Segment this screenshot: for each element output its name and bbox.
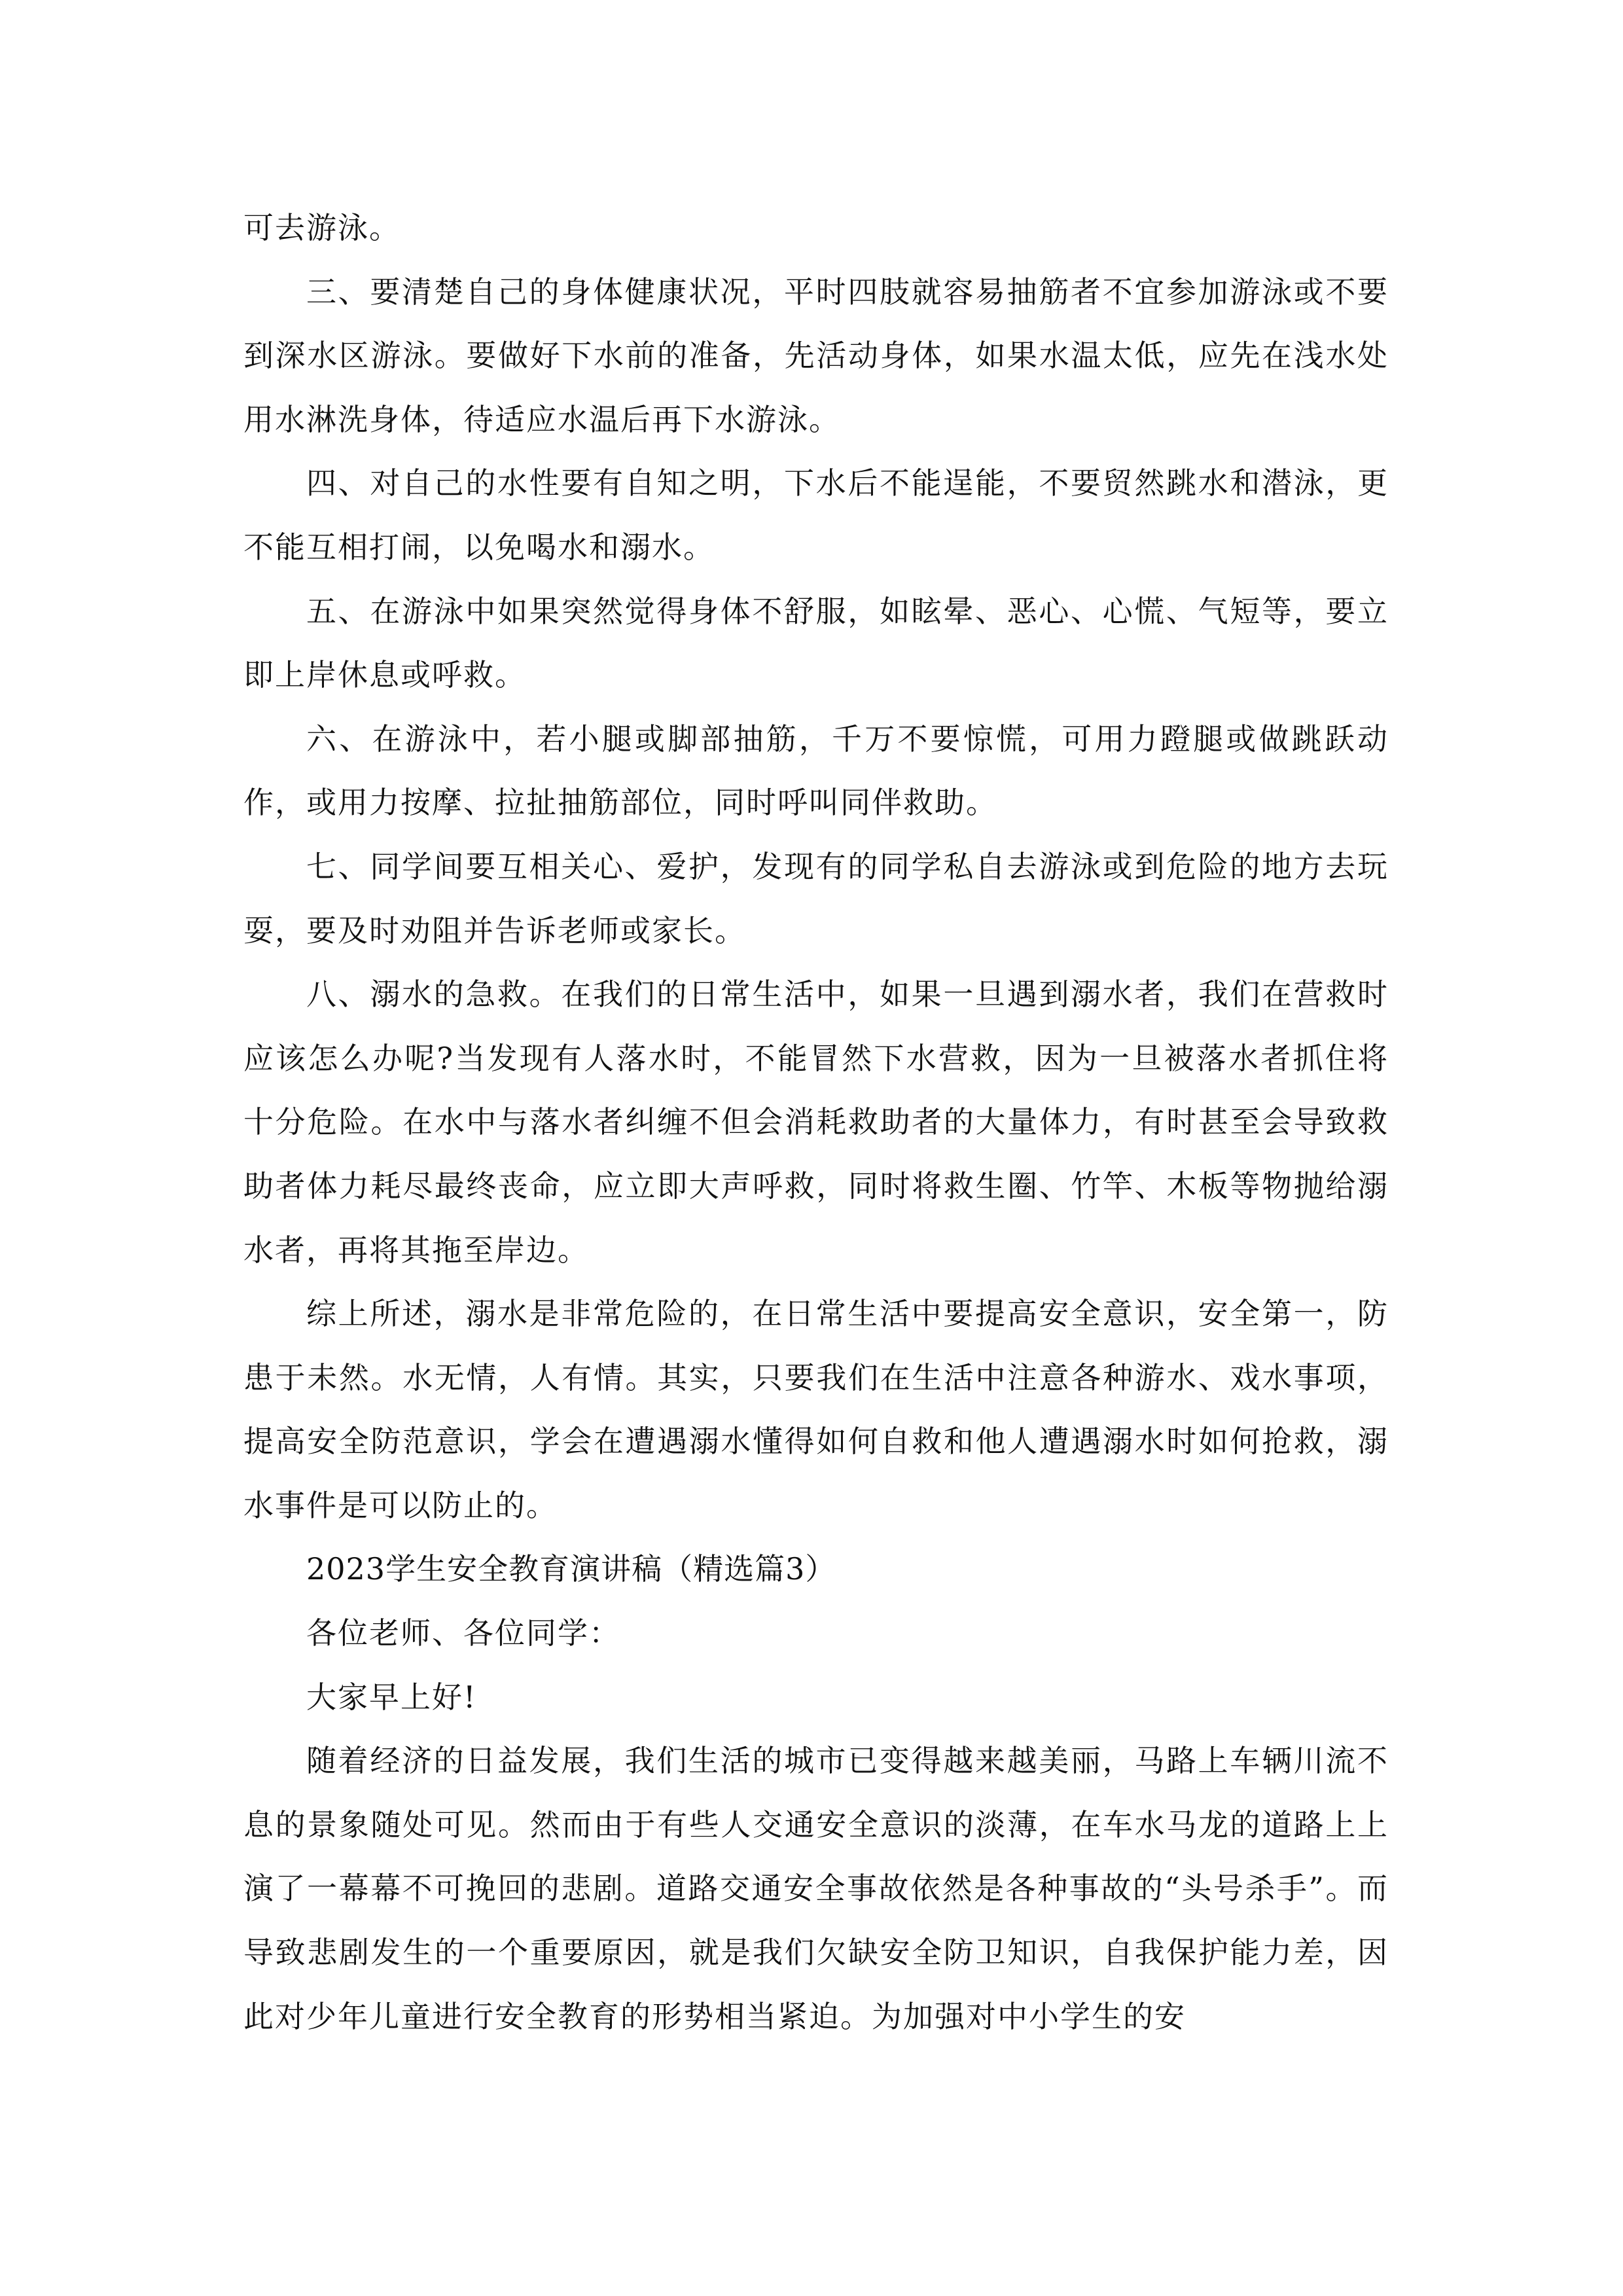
speech-body-paragraph: 随着经济的日益发展，我们生活的城市已变得越来越美丽，马路上车辆川流不息的景象随处可见。然而由于有些人交通安全意识的淡薄，在车水马龙的道路上上演了一幕幕不可挽回的悲剧。道路交通安全事故依然是各种事故的“头号杀手”。而导致悲剧发生的一个重要原因，就是我们欠缺安全防卫知识，自我保护能力差，因此对少年儿童进行安全教育的形势相当紧迫。为加强对中小学生的安 [243, 1743, 1389, 2034]
paragraph-item-5: 五、在游泳中如果突然觉得身体不舒服，如眩晕、恶心、心慌、气短等，要立即上岸休息或呼救。 [243, 593, 1389, 693]
section-heading: 2023学生安全教育演讲稿（精选篇3） [306, 1551, 836, 1587]
paragraph-item-3: 三、要清楚自己的身体健康状况，平时四肢就容易抽筋者不宜参加游泳或不要到深水区游泳。要做好下水前的准备，先活动身体，如果水温太低，应先在浅水处用水淋洗身体，待适应水温后再下水游泳。 [243, 274, 1389, 437]
paragraph-continuation: 可去游泳。 [243, 210, 401, 245]
document-body [243, 196, 1389, 2049]
paragraph-item-8: 八、溺水的急救。在我们的日常生活中，如果一旦遇到溺水者，我们在营救时应该怎么办呢?当发现有人落水时，不能冒然下水营救，因为一旦被落水者抓住将十分危险。在水中与落水者纠缠不但会消耗救助者的大量体力，有时甚至会导致救助者体力耗尽最终丧命，应立即大声呼救，同时将救生圈、竹竿、木板等物抛给溺水者，再将其拖至岸边。 [243, 977, 1389, 1268]
paragraph-item-7: 七、同学间要互相关心、爱护，发现有的同学私自去游泳或到危险的地方去玩耍，要及时劝阻并告诉老师或家长。 [243, 848, 1389, 948]
paragraph-summary: 综上所述，溺水是非常危险的，在日常生活中要提高安全意识，安全第一，防患于未然。水无情，人有情。其实，只要我们在生活中注意各种游水、戏水事项，提高安全防范意识，学会在遭遇溺水懂得如何自救和他人遭遇溺水时如何抢救，溺水事件是可以防止的。 [243, 1296, 1389, 1523]
speech-greeting: 大家早上好! [306, 1679, 477, 1715]
speech-salutation: 各位老师、各位同学： [306, 1615, 620, 1651]
paragraph-item-4: 四、对自己的水性要有自知之明，下水后不能逞能，不要贸然跳水和潜泳，更不能互相打闹，以免喝水和溺水。 [243, 465, 1389, 565]
paragraph-item-6: 六、在游泳中，若小腿或脚部抽筋，千万不要惊慌，可用力蹬腿或做跳跃动作，或用力按摩、拉扯抽筋部位，同时呼叫同伴救助。 [243, 721, 1389, 821]
